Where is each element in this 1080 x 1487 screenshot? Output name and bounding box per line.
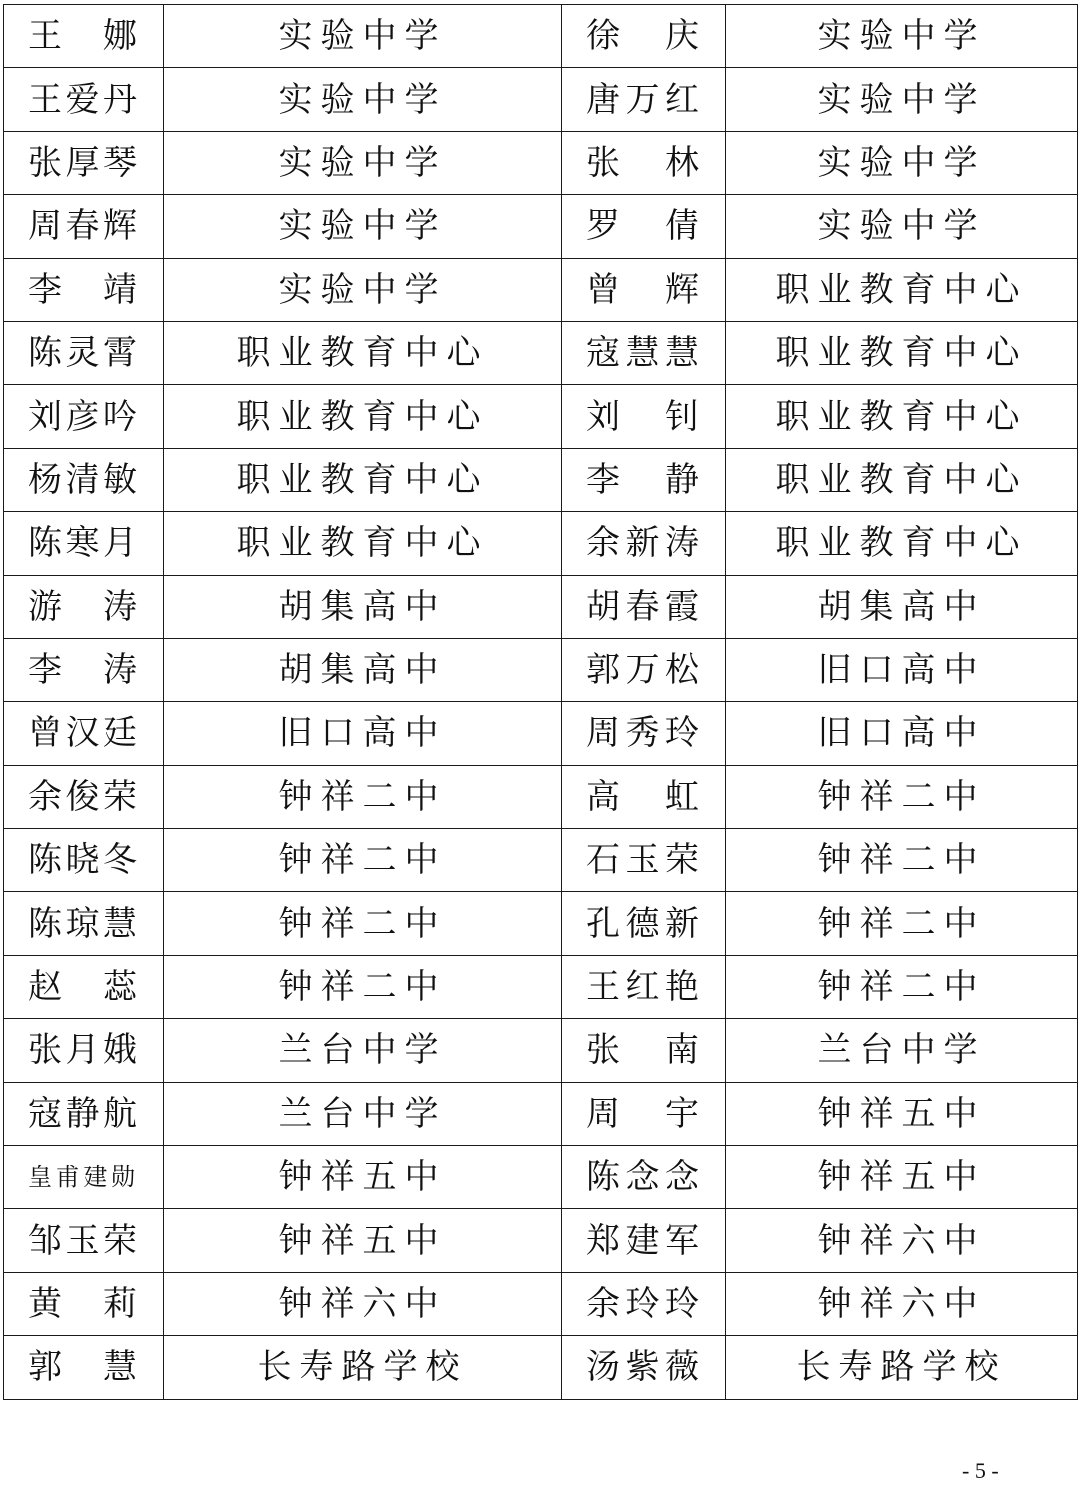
table-row [4,1082,1078,1145]
name-cell: 李涛 [4,638,164,701]
name-cell: 徐庆 [562,5,726,68]
table-row [4,1019,1078,1082]
school-cell: 钟祥二中 [164,765,562,828]
school-cell: 钟祥六中 [726,1272,1078,1335]
name-cell: 周宇 [562,1082,726,1145]
table-row [4,385,1078,448]
school-cell: 长寿路学校 [164,1336,562,1399]
school-cell: 实验中学 [726,195,1078,258]
page-number: - 5 - [962,1458,999,1483]
name-cell: 张南 [562,1019,726,1082]
name-cell: 罗倩 [562,195,726,258]
name-cell: 张厚琴 [4,131,164,194]
school-cell: 实验中学 [164,195,562,258]
table-row [4,131,1078,194]
school-cell: 钟祥五中 [726,1082,1078,1145]
name-cell: 周秀玲 [562,702,726,765]
name-cell: 余新涛 [562,512,726,575]
name-cell: 张月娥 [4,1019,164,1082]
name-cell: 张林 [562,131,726,194]
school-cell: 职业教育中心 [726,512,1078,575]
name-cell: 赵蕊 [4,955,164,1018]
school-cell: 钟祥二中 [164,829,562,892]
name-cell: 邹玉荣 [4,1209,164,1272]
school-cell: 职业教育中心 [164,385,562,448]
name-cell: 陈寒月 [4,512,164,575]
school-cell: 胡集高中 [164,575,562,638]
table-row [4,195,1078,258]
table-row [4,68,1078,131]
table-row [4,955,1078,1018]
school-cell: 胡集高中 [726,575,1078,638]
name-cell: 李静 [562,448,726,511]
name-cell: 刘彦吟 [4,385,164,448]
school-cell: 实验中学 [726,131,1078,194]
school-cell: 兰台中学 [164,1082,562,1145]
name-cell: 游涛 [4,575,164,638]
school-cell: 钟祥六中 [726,1209,1078,1272]
school-cell: 实验中学 [164,68,562,131]
school-cell: 钟祥五中 [164,1146,562,1209]
name-cell: 王娜 [4,5,164,68]
school-cell: 钟祥五中 [164,1209,562,1272]
school-cell: 长寿路学校 [726,1336,1078,1399]
name-cell: 胡春霞 [562,575,726,638]
school-cell: 职业教育中心 [726,385,1078,448]
name-cell: 黄莉 [4,1272,164,1335]
table-row [4,321,1078,384]
school-cell: 旧口高中 [726,638,1078,701]
roster-body [4,5,1078,1400]
name-cell: 郑建军 [562,1209,726,1272]
name-cell: 陈晓冬 [4,829,164,892]
name-cell: 刘钊 [562,385,726,448]
name-cell: 孔德新 [562,892,726,955]
table-row [4,702,1078,765]
table-row [4,5,1078,68]
school-cell: 实验中学 [164,5,562,68]
name-cell: 陈灵霄 [4,321,164,384]
name-cell: 王红艳 [562,955,726,1018]
table-row [4,1209,1078,1272]
school-cell: 钟祥五中 [726,1146,1078,1209]
school-cell: 职业教育中心 [726,321,1078,384]
name-cell: 寇慧慧 [562,321,726,384]
school-cell: 职业教育中心 [164,448,562,511]
table-row [4,448,1078,511]
school-cell: 职业教育中心 [726,448,1078,511]
school-cell: 实验中学 [164,258,562,321]
school-cell: 旧口高中 [164,702,562,765]
table-row [4,638,1078,701]
table-row [4,892,1078,955]
name-cell: 杨清敏 [4,448,164,511]
name-cell: 李靖 [4,258,164,321]
name-cell: 石玉荣 [562,829,726,892]
school-cell: 职业教育中心 [164,321,562,384]
name-cell: 皇甫建勋 [4,1146,164,1209]
name-cell: 王爱丹 [4,68,164,131]
name-cell: 汤紫薇 [562,1336,726,1399]
name-cell: 高虹 [562,765,726,828]
name-cell: 曾辉 [562,258,726,321]
name-cell: 寇静航 [4,1082,164,1145]
name-cell: 陈琼慧 [4,892,164,955]
school-cell: 职业教育中心 [164,512,562,575]
school-cell: 钟祥六中 [164,1272,562,1335]
table-row [4,829,1078,892]
school-cell: 实验中学 [726,5,1078,68]
name-cell: 陈念念 [562,1146,726,1209]
school-cell: 钟祥二中 [726,829,1078,892]
name-cell: 余俊荣 [4,765,164,828]
name-cell: 郭慧 [4,1336,164,1399]
name-cell: 曾汉廷 [4,702,164,765]
table-row [4,575,1078,638]
school-cell: 钟祥二中 [164,955,562,1018]
table-row [4,1336,1078,1399]
table-row [4,512,1078,575]
school-cell: 钟祥二中 [726,892,1078,955]
table-row [4,1146,1078,1209]
name-cell: 唐万红 [562,68,726,131]
table-row [4,1272,1078,1335]
table-row [4,258,1078,321]
school-cell: 胡集高中 [164,638,562,701]
roster-table [3,4,1078,1400]
school-cell: 实验中学 [726,68,1078,131]
school-cell: 钟祥二中 [726,765,1078,828]
table-row [4,765,1078,828]
school-cell: 兰台中学 [726,1019,1078,1082]
school-cell: 职业教育中心 [726,258,1078,321]
name-cell: 余玲玲 [562,1272,726,1335]
school-cell: 钟祥二中 [164,892,562,955]
school-cell: 兰台中学 [164,1019,562,1082]
name-cell: 郭万松 [562,638,726,701]
school-cell: 钟祥二中 [726,955,1078,1018]
school-cell: 旧口高中 [726,702,1078,765]
school-cell: 实验中学 [164,131,562,194]
name-cell: 周春辉 [4,195,164,258]
